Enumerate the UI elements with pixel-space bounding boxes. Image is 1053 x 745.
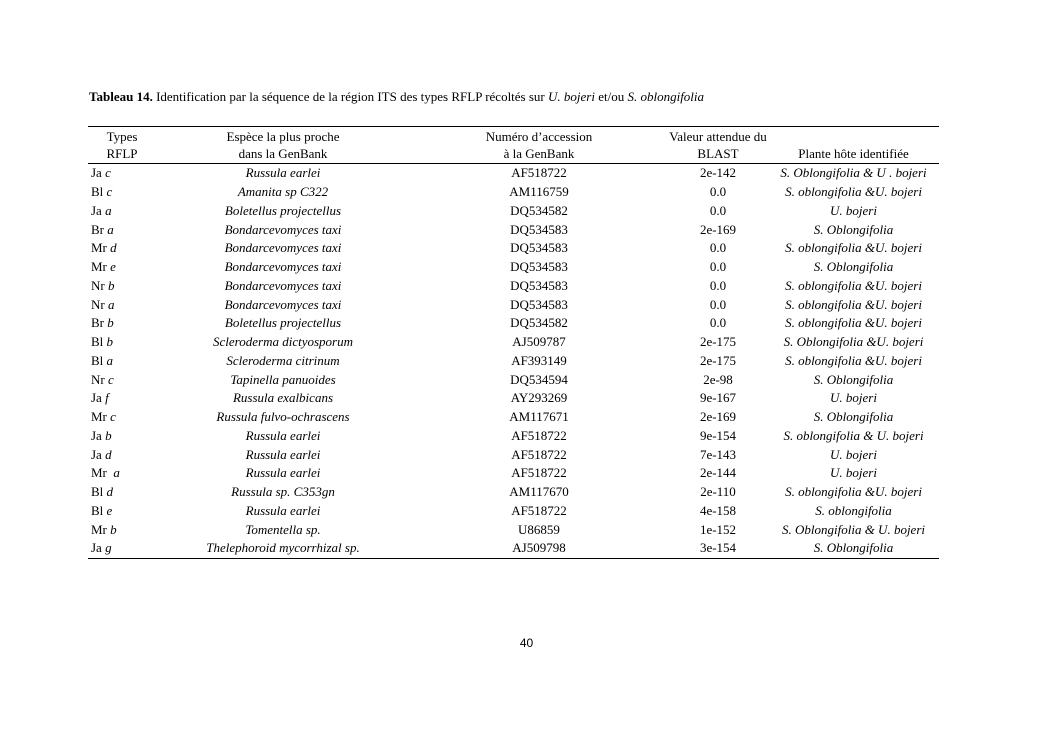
header-types-rflp-line1: Types	[106, 129, 138, 144]
cell-host-plant: S. Oblongifolia	[813, 409, 894, 425]
header-blast-value-line2: BLAST	[697, 146, 739, 161]
rflp-type-letter: a	[113, 465, 120, 481]
rflp-type-prefix: Nr	[91, 296, 108, 312]
cell-accession-number: AJ509787	[512, 334, 566, 350]
table-row	[88, 239, 939, 258]
rflp-type-prefix: Ja	[91, 540, 106, 556]
cell-blast-value: 4e-158	[699, 502, 737, 518]
cell-host-plant: S. Oblongifolia & U . bojeri	[780, 165, 927, 181]
rflp-type-prefix: Mr	[91, 259, 111, 275]
cell-rflp-type	[88, 314, 156, 333]
rflp-type-prefix: Ja	[91, 427, 106, 443]
cell-blast-value: 0.0	[709, 202, 727, 218]
cell-blast-value: 2e-175	[699, 334, 737, 350]
cell-host-plant: S. oblongifolia &U. bojeri	[785, 296, 922, 312]
rflp-type-prefix: Mr	[91, 240, 111, 256]
cell-accession-number: AF518722	[511, 502, 567, 518]
header-types-rflp-line2: RFLP	[106, 146, 138, 161]
header-accession-number	[410, 127, 668, 164]
rflp-type-prefix: Bl	[91, 334, 107, 350]
cell-host-plant: S. Oblongifolia & U. bojeri	[782, 521, 925, 537]
cell-rflp-type	[88, 520, 156, 539]
header-blast-value-line1: Valeur attendue du	[669, 129, 767, 144]
cell-host-plant: S. Oblongifolia	[813, 259, 894, 275]
rflp-type-prefix: Nr	[91, 371, 108, 387]
table-row	[88, 277, 939, 296]
header-blast-value	[668, 127, 768, 164]
rflp-type-letter: a	[105, 202, 112, 218]
table-row	[88, 202, 939, 221]
cell-accession-number: AF393149	[511, 352, 567, 368]
table-row	[88, 352, 939, 371]
cell-closest-species: Bondarcevomyces taxi	[224, 240, 342, 256]
rflp-type-prefix: Mr	[91, 465, 114, 481]
rflp-type-letter: b	[107, 277, 115, 293]
rflp-type-prefix: Bl	[91, 484, 107, 500]
cell-accession-number: AY293269	[510, 390, 568, 406]
cell-blast-value: 2e-98	[703, 371, 733, 387]
cell-host-plant: S. oblongifolia &U. bojeri	[785, 240, 922, 256]
table-row	[88, 520, 939, 539]
cell-host-plant: U. bojeri	[830, 202, 877, 218]
cell-host-plant: U. bojeri	[830, 446, 877, 462]
rflp-type-letter: c	[110, 409, 116, 425]
cell-blast-value: 2e-169	[699, 221, 737, 237]
cell-rflp-type	[88, 370, 156, 389]
rflp-type-prefix: Mr	[91, 521, 111, 537]
cell-rflp-type	[88, 352, 156, 371]
table-caption	[89, 88, 989, 106]
header-host-plant: Plante hôte identifiée	[768, 127, 939, 164]
table-row	[88, 183, 939, 202]
cell-host-plant: S. oblongifolia & U. bojeri	[783, 427, 924, 443]
table-row	[88, 333, 939, 352]
cell-accession-number: AJ509798	[410, 539, 668, 558]
rflp-type-letter: c	[107, 371, 114, 387]
cell-blast-value: 2e-175	[699, 352, 737, 368]
cell-closest-species: Russula earlei	[245, 165, 321, 181]
table-body	[88, 164, 939, 559]
table-row	[88, 408, 939, 427]
cell-host-plant: S. oblongifolia &U. bojeri	[785, 184, 922, 200]
page-number: 40	[519, 636, 534, 650]
header-closest-species-line2: dans la GenBank	[238, 146, 328, 161]
cell-host-plant: S. Oblongifolia	[768, 539, 939, 558]
cell-rflp-type	[88, 427, 156, 446]
cell-host-plant: S. Oblongifolia &U. bojeri	[783, 334, 924, 350]
rflp-type-prefix: Ja	[91, 446, 106, 462]
caption-connector: et/ou	[594, 89, 628, 104]
cell-rflp-type	[88, 333, 156, 352]
caption-label: Tableau 14.	[89, 89, 153, 104]
cell-rflp-type	[88, 258, 156, 277]
table-row	[88, 427, 939, 446]
cell-closest-species: Russula exalbicans	[232, 390, 333, 406]
table-row	[88, 539, 939, 558]
cell-accession-number: AF518722	[511, 465, 567, 481]
cell-host-plant: S. oblongifolia &U. bojeri	[785, 352, 922, 368]
cell-accession-number: DQ534583	[510, 277, 568, 293]
cell-rflp-type	[88, 483, 156, 502]
table-row	[88, 295, 939, 314]
header-accession-number-line1: Numéro d’accession	[485, 129, 593, 144]
cell-rflp-type	[88, 202, 156, 221]
rflp-type-letter: e	[110, 259, 116, 275]
cell-closest-species: Bondarcevomyces taxi	[224, 221, 342, 237]
cell-accession-number: DQ534594	[510, 371, 568, 387]
cell-rflp-type	[88, 502, 156, 521]
rflp-type-letter: d	[106, 484, 114, 500]
table-row	[88, 258, 939, 277]
rflp-type-prefix: Bl	[91, 502, 107, 518]
cell-closest-species: Russula sp. C353gn	[231, 484, 335, 500]
rflp-type-letter: d	[110, 240, 117, 256]
rflp-type-prefix: Ja	[91, 202, 106, 218]
cell-blast-value: 0.0	[709, 240, 727, 256]
cell-closest-species: Amanita sp C322	[237, 184, 329, 200]
table-row	[88, 464, 939, 483]
table-row	[88, 370, 939, 389]
rflp-type-prefix: Mr	[91, 409, 111, 425]
cell-closest-species: Russula earlei	[245, 427, 321, 443]
table-row	[88, 220, 939, 239]
cell-accession-number: DQ534583	[510, 221, 568, 237]
rflp-type-letter: f	[105, 390, 109, 406]
rflp-type-letter: a	[107, 296, 115, 312]
cell-accession-number: AM117671	[509, 409, 569, 425]
cell-blast-value: 2e-169	[699, 409, 737, 425]
cell-rflp-type	[88, 295, 156, 314]
cell-accession-number: DQ534583	[510, 296, 568, 312]
rflp-type-letter: b	[107, 315, 114, 331]
cell-blast-value: 0.0	[709, 315, 727, 331]
rflp-type-prefix: Br	[91, 315, 108, 331]
cell-closest-species: Boletellus projectellus	[224, 202, 342, 218]
cell-accession-number: DQ534583	[510, 259, 568, 275]
cell-closest-species: Russula fulvo-ochrascens	[216, 409, 350, 425]
cell-blast-value: 7e-143	[699, 446, 737, 462]
table-row	[88, 389, 939, 408]
cell-host-plant: U. bojeri	[830, 390, 877, 406]
rflp-type-letter: c	[106, 184, 113, 200]
cell-blast-value: 3e-154	[668, 539, 768, 558]
cell-host-plant: U. bojeri	[830, 465, 877, 481]
cell-blast-value: 2e-144	[699, 465, 737, 481]
cell-host-plant: S. Oblongifolia	[813, 221, 894, 237]
rflp-type-letter: b	[105, 427, 112, 443]
cell-closest-species: Tapinella panuoides	[230, 371, 336, 387]
cell-rflp-type	[88, 408, 156, 427]
its-identification-table	[88, 126, 939, 559]
rflp-type-prefix: Bl	[91, 352, 107, 368]
cell-rflp-type	[88, 464, 156, 483]
cell-host-plant: S. oblongifolia &U. bojeri	[785, 484, 922, 500]
cell-accession-number: AM116759	[509, 184, 569, 200]
cell-accession-number: DQ534582	[510, 202, 568, 218]
cell-rflp-type	[88, 277, 156, 296]
table-row	[88, 164, 939, 183]
rflp-type-prefix: Br	[91, 221, 108, 237]
rflp-type-letter: b	[110, 521, 117, 537]
table-row	[88, 483, 939, 502]
cell-blast-value: 0.0	[709, 259, 727, 275]
cell-rflp-type	[88, 445, 156, 464]
caption-species-2: S. oblongifolia	[627, 89, 705, 104]
rflp-type-prefix: Ja	[91, 165, 106, 181]
cell-accession-number: AF518722	[511, 427, 567, 443]
cell-closest-species: Scleroderma citrinum	[226, 352, 340, 368]
rflp-type-letter: b	[106, 334, 114, 350]
cell-blast-value: 2e-110	[700, 484, 736, 500]
table-row	[88, 314, 939, 333]
cell-closest-species: Bondarcevomyces taxi	[224, 259, 342, 275]
cell-closest-species: Russula earlei	[245, 502, 321, 518]
cell-rflp-type	[88, 539, 156, 558]
table-row	[88, 445, 939, 464]
header-row	[88, 127, 939, 164]
cell-host-plant: S. oblongifolia &U. bojeri	[785, 315, 922, 331]
cell-closest-species: Scleroderma dictyosporum	[213, 334, 353, 350]
cell-accession-number: DQ534583	[510, 240, 568, 256]
cell-blast-value: 9e-167	[699, 390, 737, 406]
table-row	[88, 502, 939, 521]
cell-rflp-type	[88, 164, 156, 183]
cell-blast-value: 2e-142	[699, 165, 737, 181]
cell-accession-number: DQ534582	[510, 315, 568, 331]
rflp-type-letter: c	[105, 165, 111, 181]
cell-blast-value: 0.0	[709, 296, 727, 312]
its-identification-table-container	[88, 126, 939, 559]
cell-host-plant: S. Oblongifolia	[813, 371, 894, 387]
cell-accession-number: U86859	[518, 521, 560, 537]
cell-blast-value: 9e-154	[699, 427, 737, 443]
header-types-rflp	[88, 127, 156, 164]
cell-blast-value: 0.0	[709, 184, 727, 200]
rflp-type-letter: d	[105, 446, 112, 462]
cell-closest-species: Bondarcevomyces taxi	[224, 277, 342, 293]
cell-host-plant: S. oblongifolia &U. bojeri	[785, 277, 922, 293]
cell-closest-species: Russula earlei	[245, 446, 321, 462]
cell-blast-value: 0.0	[709, 277, 727, 293]
caption-species-1: U. bojeri	[548, 89, 595, 104]
rflp-type-prefix: Nr	[91, 277, 108, 293]
rflp-type-letter: e	[106, 502, 113, 518]
cell-accession-number: AM117670	[509, 484, 569, 500]
rflp-type-letter: a	[107, 221, 114, 237]
cell-rflp-type	[88, 389, 156, 408]
cell-accession-number: AF518722	[511, 446, 567, 462]
header-closest-species-line1: Espèce la plus proche	[226, 129, 340, 144]
cell-closest-species: Russula earlei	[245, 465, 321, 481]
rflp-type-letter: a	[106, 352, 114, 368]
cell-host-plant: S. oblongifolia	[815, 502, 892, 518]
cell-rflp-type	[88, 220, 156, 239]
header-accession-number-line2: à la GenBank	[503, 146, 575, 161]
cell-rflp-type	[88, 183, 156, 202]
cell-blast-value: 1e-152	[699, 521, 737, 537]
cell-closest-species: Bondarcevomyces taxi	[224, 296, 342, 312]
header-closest-species	[156, 127, 410, 164]
cell-closest-species: Boletellus projectellus	[224, 315, 342, 331]
cell-accession-number: AF518722	[511, 165, 567, 181]
cell-closest-species: Thelephoroid mycorrhizal sp.	[156, 539, 410, 558]
rflp-type-letter: g	[105, 540, 112, 556]
rflp-type-prefix: Ja	[91, 390, 106, 406]
cell-rflp-type	[88, 239, 156, 258]
caption-text: Identification par la séquence de la région ITS des types RFLP récoltés sur	[152, 89, 549, 104]
table-header	[88, 127, 939, 164]
rflp-type-prefix: Bl	[91, 184, 107, 200]
cell-closest-species: Tomentella sp.	[245, 521, 321, 537]
